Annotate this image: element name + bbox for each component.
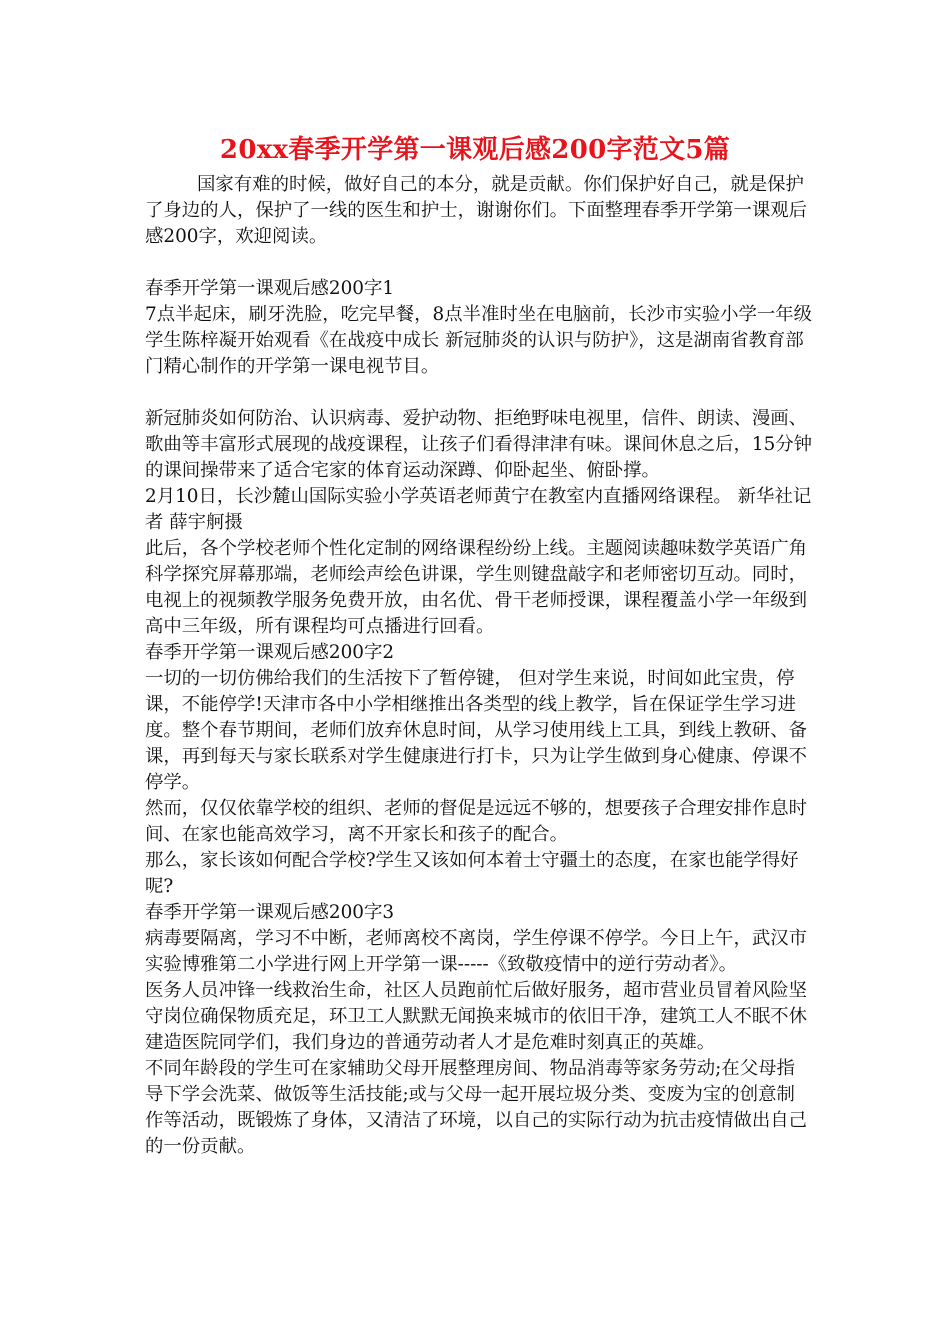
body-paragraph: 不同年龄段的学生可在家辅助父母开展整理房间、物品消毒等家务劳动;在父母指导下学会洗菜、做饭等生活技能;或与父母一起开展垃圾分类、变废为宝的创意制作等活动，既锻炼了身体，又清洁了环境，以自己的实际行动为抗击疫情做出自己的一份贡献。 — [145, 1058, 808, 1157]
section-heading: 春季开学第一课观后感200字1 — [145, 278, 395, 299]
document-title: 20xx春季开学第一课观后感200字范文5篇 — [219, 135, 731, 165]
document-body — [145, 172, 813, 1160]
body-paragraph: 7点半起床，刷牙洗脸，吃完早餐，8点半准时坐在电脑前，长沙市实验小学一年级学生陈梓凝开始观看《在战疫中成长 新冠肺炎的认识与防护》，这是湖南省教育部门精心制作的开学第一课电视节目。 — [145, 304, 813, 377]
body-paragraph: 然而，仅仅依靠学校的组织、老师的督促是远远不够的，想要孩子合理安排作息时间、在家也能高效学习，离不开家长和孩子的配合。 — [145, 798, 808, 845]
spacer — [145, 380, 813, 406]
body-paragraph: 那么，家长该如何配合学校?学生又该如何本着士守疆土的态度，在家也能学得好呢? — [145, 850, 799, 897]
body-paragraph: 病毒要隔离，学习不中断，老师离校不离岗，学生停课不停学。今日上午，武汉市实验博雅第二小学进行网上开学第一课-----《致敬疫情中的逆行劳动者》。 — [145, 928, 808, 975]
body-paragraph: 此后，各个学校老师个性化定制的网络课程纷纷上线。主题阅读趣味数学英语广角科学探究屏幕那端，老师绘声绘色讲课，学生则键盘敲字和老师密切互动。同时，电视上的视频教学服务免费开放，由名优、骨干老师授课，课程覆盖小学一年级到高中三年级，所有课程均可点播进行回看。 — [145, 538, 808, 637]
body-paragraph: 2月10日，长沙麓山国际实验小学英语老师黄宁在教室内直播网络课程。 新华社记者 薛宇舸摄 — [145, 486, 812, 533]
body-paragraph: 医务人员冲锋一线救治生命，社区人员跑前忙后做好服务，超市营业员冒着风险坚守岗位确保物质充足，环卫工人默默无闻换来城市的依旧干净，建筑工人不眠不休建造医院同学们，我们身边的普通劳动者人才是危难时刻真正的英雄。 — [145, 980, 808, 1053]
body-paragraph: 一切的一切仿佛给我们的生活按下了暂停键， 但对学生来说，时间如此宝贵，停课，不能停学!天津市各中小学相继推出各类型的线上教学，旨在保证学生学习进度。整个春节期间，老师们放弃休息时间，从学习使用线上工具，到线上教研、备课，再到每天与家长联系对学生健康进行打卡，只为让学生做到身心健康、停课不停学。 — [145, 668, 808, 793]
spacer — [145, 250, 813, 276]
body-paragraph: 新冠肺炎如何防治、认识病毒、爱护动物、拒绝野味电视里，信件、朗读、漫画、歌曲等丰富形式展现的战疫课程，让孩子们看得津津有味。课间休息之后，15分钟的课间操带来了适合宅家的体育运动深蹲、仰卧起坐、俯卧撑。 — [145, 408, 813, 481]
section-heading: 春季开学第一课观后感200字3 — [145, 902, 395, 923]
intro-paragraph: 国家有难的时候，做好自己的本分，就是贡献。你们保护好自己，就是保护了身边的人，保护了一线的医生和护士，谢谢你们。下面整理春季开学第一课观后感200字，欢迎阅读。 — [145, 174, 808, 247]
section-heading: 春季开学第一课观后感200字2 — [145, 642, 395, 663]
